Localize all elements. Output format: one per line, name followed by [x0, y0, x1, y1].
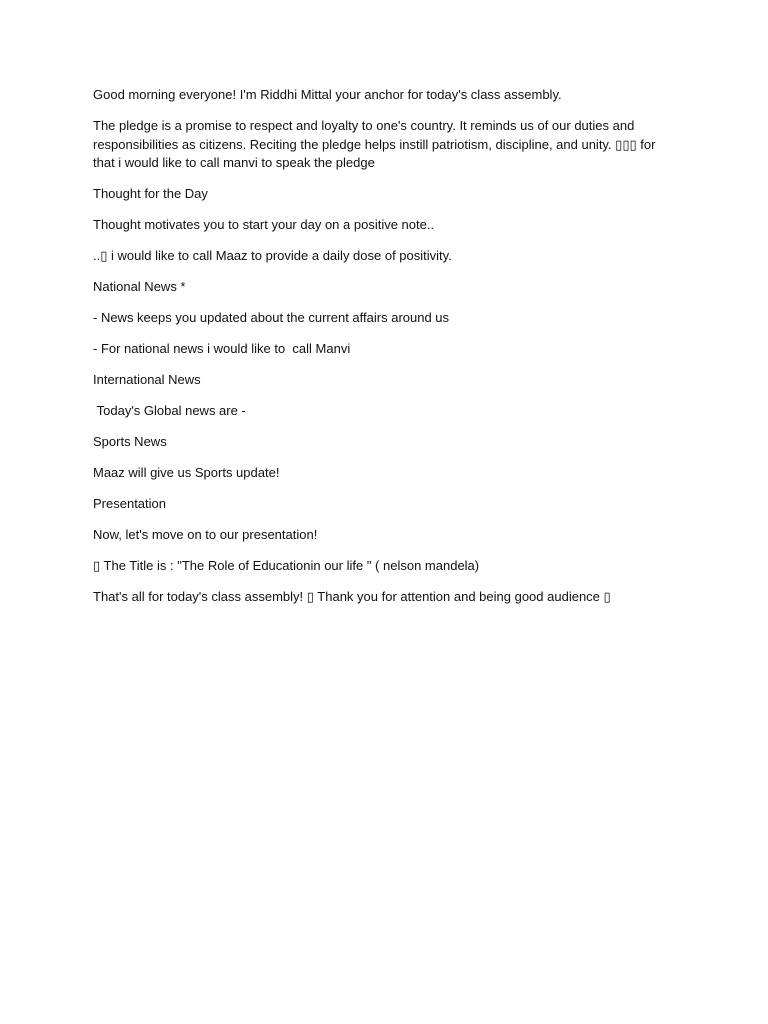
global-news-paragraph: Today's Global news are -	[93, 403, 246, 418]
presentation-title: ▯ The Title is : "The Role of Educationin our life " ( nelson mandela)	[93, 558, 480, 573]
sports-update-paragraph: Maaz will give us Sports update!	[93, 465, 280, 480]
pledge-paragraph: The pledge is a promise to respect and loyalty to one's country. It reminds us of our duties and responsibilities as citizens. Reciting the pledge helps instill patriotism, discipline, and unity. ▯▯▯ for that i would like to call manvi to speak the pledge	[93, 118, 660, 170]
closing-paragraph: That's all for today's class assembly! ▯ Thank you for attention and being good audience ▯	[93, 589, 611, 604]
greeting-paragraph: Good morning everyone! I'm Riddhi Mittal your anchor for today's class assembly.	[93, 87, 562, 102]
thought-heading: Thought for the Day	[93, 186, 208, 201]
sports-news-heading: Sports News	[93, 434, 167, 449]
thought-description: Thought motivates you to start your day on a positive note..	[93, 217, 435, 232]
national-news-heading: National News *	[93, 279, 186, 294]
presentation-heading: Presentation	[93, 496, 166, 511]
national-news-call: - For national news i would like to call Manvi	[93, 341, 351, 356]
international-news-heading: International News	[93, 372, 201, 387]
thought-call-paragraph: ..▯ i would like to call Maaz to provide a daily dose of positivity.	[93, 248, 452, 263]
presentation-intro: Now, let's move on to our presentation!	[93, 527, 318, 542]
national-news-description: - News keeps you updated about the current affairs around us	[93, 310, 450, 325]
